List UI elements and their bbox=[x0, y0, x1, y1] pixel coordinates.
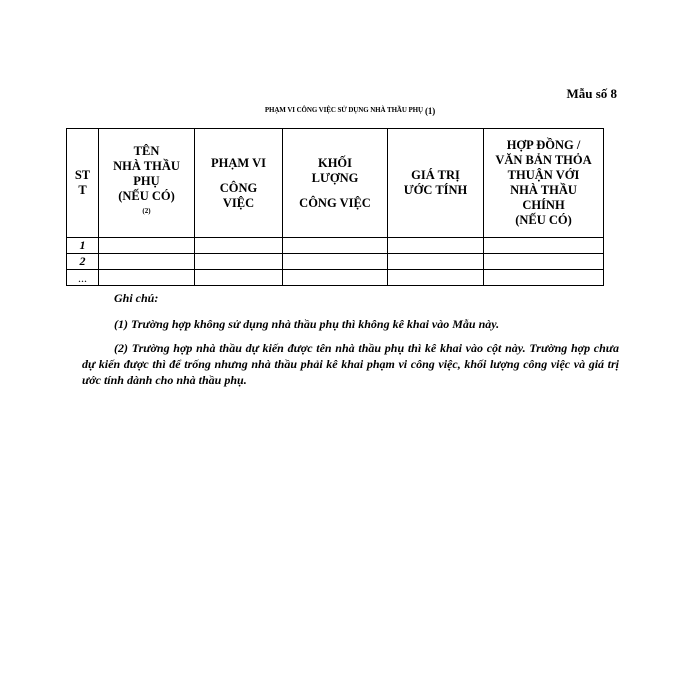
title-text: PHẠM VI CÔNG VIỆC SỬ DỤNG NHÀ THẦU PHỤ bbox=[264, 106, 423, 114]
cell-work-volume[interactable] bbox=[283, 238, 388, 254]
cell-work-scope[interactable] bbox=[195, 254, 283, 270]
subcontractor-table bbox=[66, 128, 604, 286]
header-subcontractor-name: TÊN NHÀ THẦU PHỤ (NẾU CÓ) $^{(2)}$ bbox=[99, 129, 195, 238]
cell-estimated-value[interactable] bbox=[388, 238, 484, 254]
notes-label: Ghi chú: bbox=[114, 291, 159, 305]
title-footnote-ref: (1) bbox=[424, 106, 436, 116]
table-row bbox=[67, 238, 604, 254]
row-number: 1 bbox=[67, 238, 99, 254]
cell-work-volume[interactable] bbox=[283, 270, 388, 286]
header-work-scope: PHẠM VI CÔNG VIỆC bbox=[195, 129, 283, 238]
document-title bbox=[0, 106, 700, 116]
cell-estimated-value[interactable] bbox=[388, 254, 484, 270]
cell-contract[interactable] bbox=[484, 238, 604, 254]
note-1: (1) Trường hợp không sử dụng nhà thầu phụ thì không kê khai vào Mẫu này. bbox=[114, 317, 500, 331]
cell-work-scope[interactable] bbox=[195, 270, 283, 286]
form-number: Mẫu số 8 bbox=[566, 86, 617, 101]
row-number: 2 bbox=[67, 254, 99, 270]
cell-contract[interactable] bbox=[484, 270, 604, 286]
table-row bbox=[67, 254, 604, 270]
cell-contract[interactable] bbox=[484, 254, 604, 270]
cell-work-scope[interactable] bbox=[195, 238, 283, 254]
cell-subcontractor-name[interactable] bbox=[99, 254, 195, 270]
header-work-volume: KHỐI LƯỢNG CÔNG VIỆC bbox=[283, 129, 388, 238]
note-2: (2) Trường hợp nhà thầu dự kiến được tên nhà thầu phụ thì kê khai vào cột này. Trường hợp chưa dự kiến được thì để trống nhưng nhà thầu phải kê khai phạm vi công việc, khối lượng công việc và giá trị ước tính dành cho nhà thầu phụ. bbox=[82, 341, 619, 387]
header-footnote-ref: (2) bbox=[142, 207, 151, 215]
table-row bbox=[67, 270, 604, 286]
table-header-row bbox=[67, 129, 604, 238]
header-stt: ST T bbox=[67, 129, 99, 238]
cell-subcontractor-name[interactable] bbox=[99, 270, 195, 286]
cell-subcontractor-name[interactable] bbox=[99, 238, 195, 254]
header-contract: HỢP ĐỒNG / VĂN BẢN THỎA THUẬN VỚI NHÀ THẦU CHÍNH (NẾU CÓ) bbox=[484, 129, 604, 238]
row-number: ... bbox=[67, 270, 99, 286]
header-estimated-value: GIÁ TRỊ ƯỚC TÍNH bbox=[388, 129, 484, 238]
cell-work-volume[interactable] bbox=[283, 254, 388, 270]
cell-estimated-value[interactable] bbox=[388, 270, 484, 286]
notes-section bbox=[82, 290, 619, 388]
